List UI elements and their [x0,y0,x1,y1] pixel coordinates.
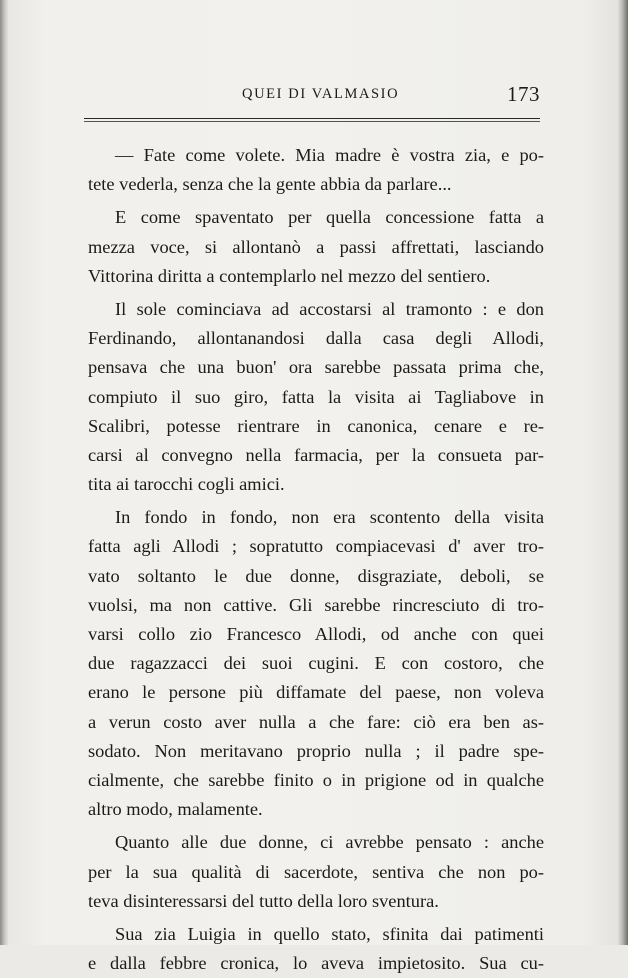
text-line: In fondo in fondo, non era scontento della visita [115,507,544,528]
text-line: sodato. Non meritavano proprio nulla ; il padre spe- [88,740,544,761]
text-line: tete vederla, senza che la gente abbia da parlare... [88,174,452,195]
text-line: Quanto alle due donne, ci avrebbe pensato : anche [115,832,544,853]
text-line: altro modo, malamente. [88,799,263,820]
text-line: Scalibri, potesse rientrare in canonica, cenare e re- [88,415,544,436]
page-right-shadow [618,0,628,945]
text-line: mezza voce, si allontanò a passi affrettati, lasciando [88,236,544,257]
running-title: QUEI DI VALMASIO [242,86,400,102]
text-line: E come spaventato per quella concessione fatta a [115,207,544,228]
text-line: a verun costo aver nulla a che fare: ciò era ben as- [88,711,544,732]
text-line: carsi al convegno nella farmacia, per la consueta par- [88,444,544,465]
page-number: 173 [507,82,540,106]
text-line: cialmente, che sarebbe finito o in prigione od in qualche [88,769,544,790]
text-line: Ferdinando, allontanandosi dalla casa degli Allodi, [88,328,544,349]
text-line: due ragazzacci dei suoi cugini. E con costoro, che [88,653,544,674]
body-text [88,141,544,978]
text-line: Il sole cominciava ad accostarsi al tramonto : e don [115,298,544,319]
text-line: vato soltanto le due donne, disgraziate, deboli, se [88,565,544,586]
text-line: fatta agli Allodi ; sopratutto compiacevasi d' aver tro- [88,536,544,557]
page-left-shadow [0,0,8,945]
text-line: e dalla febbre cronica, lo aveva impietosito. Sua cu- [88,953,544,974]
text-line: Vittorina diritta a contemplarlo nel mezzo del sentiero. [88,265,491,286]
text-line: tita ai tarocchi cogli amici. [88,474,285,495]
text-line: Sua zia Luigia in quello stato, sfinita dai patimenti [115,923,544,944]
text-line: compiuto il suo giro, fatta la visita ai Tagliabove in [88,386,544,407]
text-line: per la sua qualità di sacerdote, sentiva che non po- [88,861,544,882]
page-header [84,82,540,112]
text-line: vuolsi, ma non cattive. Gli sarebbe rincresciuto di tro- [88,594,544,615]
text-line: pensava che una buon' ora sarebbe passata prima che, [88,357,544,378]
header-rule-secondary [84,121,540,122]
text-line: erano le persone più diffamate del paese, non voleva [88,682,544,703]
header-rule [84,118,540,119]
text-line: varsi collo zio Francesco Allodi, od anche con quei [88,624,544,644]
text-line: — Fate come volete. Mia madre è vostra zia, e po- [115,145,544,165]
text-line: teva disinteressarsi del tutto della loro sventura. [88,890,439,911]
